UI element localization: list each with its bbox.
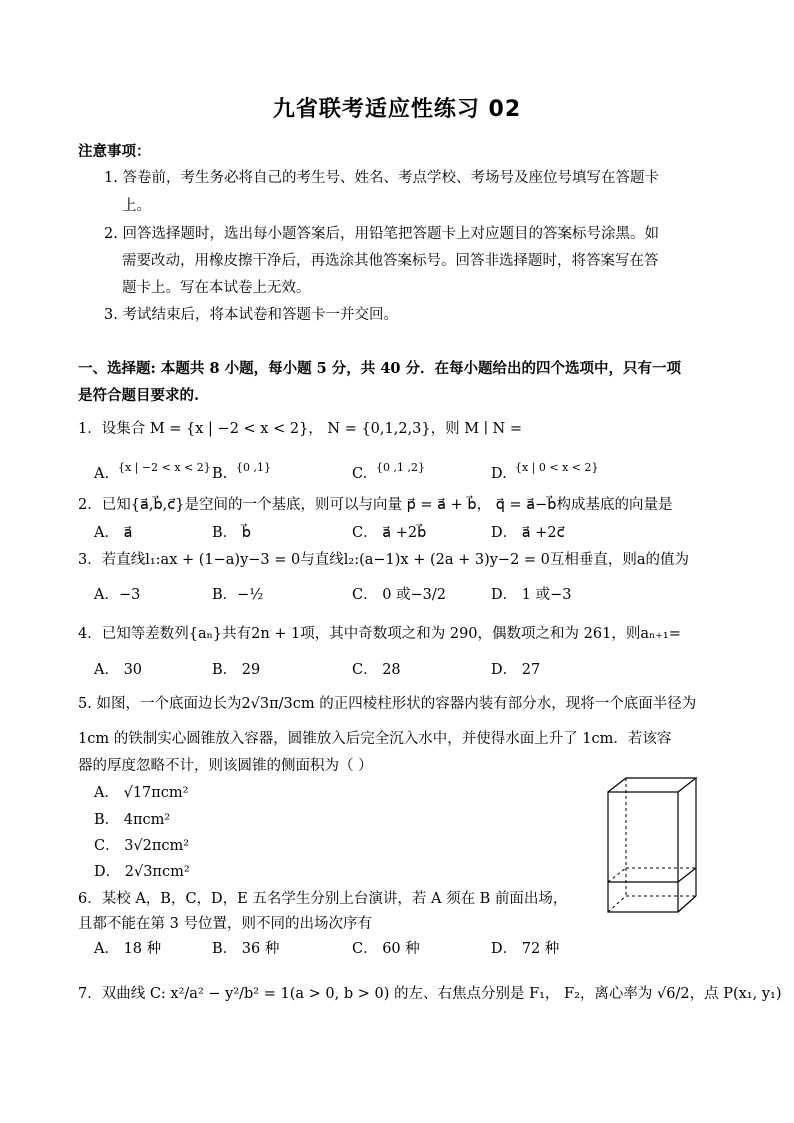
q6-option-d: D． 72 种	[491, 941, 560, 957]
q1-option-c-value: {0 ,1 ,2}	[376, 461, 425, 474]
q2-option-c: C． a⃗ +2b⃗	[352, 525, 427, 541]
q1-option-c-label: C.	[352, 466, 368, 482]
q2-stem: 2．已知{a⃗,b⃗,c⃗}是空间的一个基底，则可以与向量 p⃗ = a⃗ + b⃗， q⃗ = a⃗−b⃗构成基底的向量是	[78, 497, 673, 513]
q5-option-d: D． 2√3πcm²	[94, 864, 190, 880]
q1-stem: 1．设集合 M = {x | −2 < x < 2}， N = {0,1,2,3}，则 M ∣ N =	[78, 421, 522, 437]
q3-option-d: D． 1 或−3	[491, 587, 572, 603]
q1-option-d-label: D.	[491, 466, 507, 482]
q1-option-b-label: B.	[212, 466, 228, 482]
prism-container-figure	[604, 776, 700, 916]
q3-stem: 3．若直线l₁:ax + (1−a)y−3 = 0与直线l₂:(a−1)x + (2a + 3)y−2 = 0互相垂直，则a的值为	[78, 552, 690, 568]
notes-heading: 注意事项：	[78, 143, 151, 160]
q1-option-b-value: {0 ,1}	[236, 461, 271, 474]
q4-option-b: B． 29	[212, 662, 261, 678]
q5-line-1: 5. 如图，一个底面边长为2√3π/3cm 的正四棱柱形状的容器内装有部分水，现将一个底面半径为	[78, 696, 697, 712]
prism-bottom-right-edge	[678, 896, 696, 912]
q4-stem: 4．已知等差数列{aₙ}共有2n + 1项，其中奇数项之和为 290，偶数项之和为 261，则aₙ₊₁=	[78, 626, 681, 642]
q3-option-b: B．−½	[212, 587, 264, 603]
q5-line-2: 1cm 的铁制实心圆锥放入容器，圆锥放入后完全沉入水中，并使得水面上升了 1cm．若该容	[78, 731, 672, 747]
q6-option-a: A． 18 种	[94, 941, 162, 957]
notes-item-2-line-1: 2. 回答选择题时，选出每小题答案后，用铅笔把答题卡上对应题目的答案标号涂黑。如	[104, 226, 659, 242]
q1-option-a-label: A.	[94, 466, 110, 482]
notes-item-2-line-3: 题卡上。写在本试卷上无效。	[122, 280, 311, 296]
q5-option-b: B． 4πcm²	[94, 812, 171, 828]
q6-line-1: 6．某校 A，B，C，D，E 五名学生分别上台演讲，若 A 须在 B 前面出场，	[78, 891, 568, 907]
q2-option-d: D． a⃗ +2c⃗	[491, 525, 565, 541]
prism-hidden-diagonal-edge	[608, 896, 626, 912]
section-1-line-1: 一、选择题: 本题共 8 小题，每小题 5 分，共 40 分．在每小题给出的四个选项中，只有一项	[78, 360, 682, 377]
prism-front-face	[608, 792, 678, 912]
q4-option-d: D． 27	[491, 662, 541, 678]
q1-option-a-value: {x | −2 < x < 2}	[118, 461, 211, 474]
notes-item-3-line-1: 3. 考试结束后，将本试卷和答题卡一并交回。	[104, 307, 398, 323]
q1-option-d-value: {x | 0 < x < 2}	[515, 461, 599, 474]
q5-line-3: 器的厚度忽略不计，则该圆锥的侧面积为（ ）	[78, 758, 373, 774]
q4-option-c: C． 28	[352, 662, 401, 678]
q7-stem: 7．双曲线 C: x²/a² − y²/b² = 1(a > 0, b > 0) 的左、右焦点分别是 F₁， F₂，离心率为 √6/2，点 P(x₁, y₁)	[78, 986, 782, 1002]
q6-option-b: B． 36 种	[212, 941, 280, 957]
page-title: 九省联考适应性练习 02	[272, 97, 522, 122]
q6-line-2: 且都不能在第 3 号位置，则不同的出场次序有	[78, 916, 372, 932]
q3-option-c: C． 0 或−3/2	[352, 587, 447, 603]
section-1-line-2: 是符合题目要求的.	[78, 387, 200, 404]
q5-option-c: C． 3√2πcm²	[94, 838, 190, 854]
q2-option-b: B． b⃗	[212, 525, 251, 541]
water-hidden-left	[608, 868, 626, 882]
q3-option-a: A．−3	[94, 587, 141, 603]
q6-option-c: C． 60 种	[352, 941, 420, 957]
notes-item-1-line-1: 1. 答卷前，考生务必将自己的考生号、姓名、考点学校、考场号及座位号填写在答题卡	[104, 170, 659, 186]
prism-top-face	[608, 778, 696, 792]
q4-option-a: A． 30	[94, 662, 143, 678]
water-line-side	[678, 868, 696, 882]
q5-option-a: A． √17πcm²	[94, 785, 189, 801]
q2-option-a: A． a⃗	[94, 525, 133, 541]
notes-item-1-line-2: 上。	[122, 198, 151, 214]
notes-item-2-line-2: 需要改动，用橡皮擦干净后，再选涂其他答案标号。回答非选择题时，将答案写在答	[122, 253, 659, 269]
